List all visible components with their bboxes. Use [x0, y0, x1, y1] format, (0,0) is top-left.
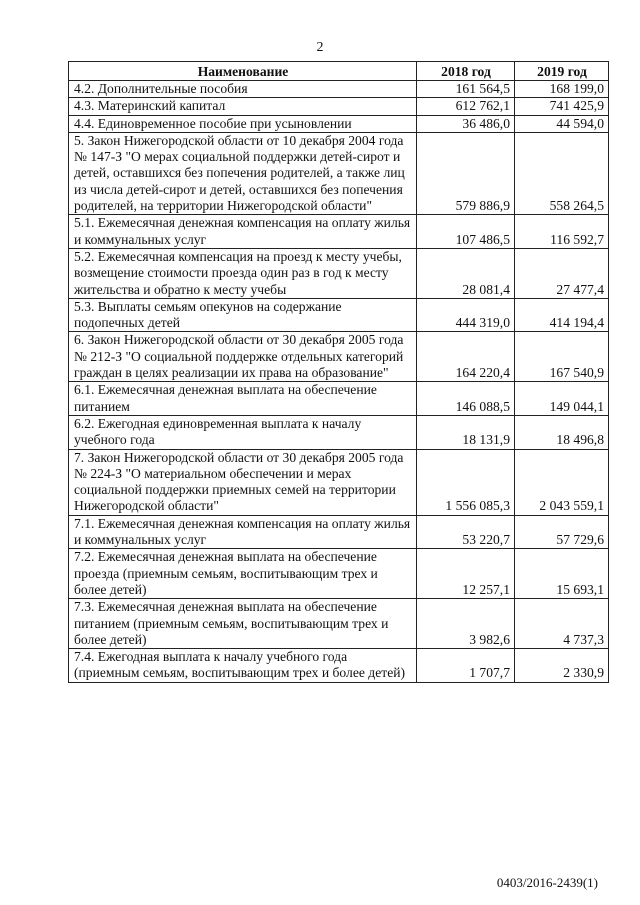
table-row: [69, 515, 609, 549]
table-row: [69, 449, 609, 515]
table-row: [69, 649, 609, 683]
row-value-2019: 27 477,4: [515, 248, 609, 298]
row-value-2019: 741 425,9: [515, 98, 609, 115]
table-row: [69, 115, 609, 132]
table-row: [69, 98, 609, 115]
table-header-row: [69, 62, 609, 81]
table-row: [69, 382, 609, 416]
row-name: 5. Закон Нижегородской области от 10 декабря 2004 года № 147-З "О мерах социальной поддержки детей-сирот и детей, оставшихся без попечения родителей, а также лиц из числа детей-сирот и детей, оставшихся без попечения родителей, на территории Нижегородской области": [69, 132, 417, 214]
row-value-2019: 116 592,7: [515, 215, 609, 249]
row-value-2019: 18 496,8: [515, 415, 609, 449]
table-row: [69, 248, 609, 298]
row-value-2019: 57 729,6: [515, 515, 609, 549]
header-year-2018: 2018 год: [417, 62, 515, 81]
row-name: 4.3. Материнский капитал: [69, 98, 417, 115]
row-name: 7.1. Ежемесячная денежная компенсация на оплату жилья и коммунальных услуг: [69, 515, 417, 549]
row-name: 7.3. Ежемесячная денежная выплата на обеспечение питанием (приемным семьям, воспитывающим трех и более детей): [69, 599, 417, 649]
budget-table: [68, 61, 609, 683]
table-row: [69, 549, 609, 599]
row-value-2018: 164 220,4: [417, 332, 515, 382]
row-value-2019: 149 044,1: [515, 382, 609, 416]
row-value-2018: 36 486,0: [417, 115, 515, 132]
row-value-2018: 3 982,6: [417, 599, 515, 649]
row-value-2019: 4 737,3: [515, 599, 609, 649]
row-name: 5.1. Ежемесячная денежная компенсация на оплату жилья и коммунальных услуг: [69, 215, 417, 249]
row-value-2019: 2 330,9: [515, 649, 609, 683]
row-value-2018: 1 556 085,3: [417, 449, 515, 515]
row-value-2019: 168 199,0: [515, 81, 609, 98]
row-value-2018: 444 319,0: [417, 298, 515, 332]
table-row: [69, 215, 609, 249]
table-row: [69, 415, 609, 449]
table-row: [69, 332, 609, 382]
header-name: Наименование: [69, 62, 417, 81]
table-row: [69, 599, 609, 649]
row-name: 4.4. Единовременное пособие при усыновлении: [69, 115, 417, 132]
row-value-2019: 15 693,1: [515, 549, 609, 599]
row-value-2018: 107 486,5: [417, 215, 515, 249]
row-value-2018: 579 886,9: [417, 132, 515, 214]
budget-table-container: [68, 61, 608, 683]
row-value-2019: 44 594,0: [515, 115, 609, 132]
row-value-2018: 1 707,7: [417, 649, 515, 683]
row-name: 6.1. Ежемесячная денежная выплата на обеспечение питанием: [69, 382, 417, 416]
page-number: 2: [316, 40, 324, 55]
row-value-2018: 161 564,5: [417, 81, 515, 98]
row-value-2018: 18 131,9: [417, 415, 515, 449]
row-name: 7.4. Ежегодная выплата к началу учебного года (приемным семьям, воспитывающим трех и более детей): [69, 649, 417, 683]
row-value-2019: 2 043 559,1: [515, 449, 609, 515]
table-row: [69, 298, 609, 332]
table-row: [69, 81, 609, 98]
row-name: 5.3. Выплаты семьям опекунов на содержание подопечных детей: [69, 298, 417, 332]
row-value-2018: 146 088,5: [417, 382, 515, 416]
table-row: [69, 132, 609, 214]
row-value-2019: 558 264,5: [515, 132, 609, 214]
row-name: 6.2. Ежегодная единовременная выплата к началу учебного года: [69, 415, 417, 449]
row-value-2018: 28 081,4: [417, 248, 515, 298]
row-value-2019: 414 194,4: [515, 298, 609, 332]
row-value-2018: 12 257,1: [417, 549, 515, 599]
header-year-2019: 2019 год: [515, 62, 609, 81]
row-value-2019: 167 540,9: [515, 332, 609, 382]
row-name: 5.2. Ежемесячная компенсация на проезд к месту учебы, возмещение стоимости проезда один раз в год к месту жительства и обратно к месту учебы: [69, 248, 417, 298]
row-value-2018: 53 220,7: [417, 515, 515, 549]
document-code: 0403/2016-2439(1): [496, 875, 598, 890]
row-name: 4.2. Дополнительные пособия: [69, 81, 417, 98]
row-name: 7. Закон Нижегородской области от 30 декабря 2005 года № 224-З "О материальном обеспечении и мерах социальной поддержки приемных семей на территории Нижегородской области": [69, 449, 417, 515]
row-name: 7.2. Ежемесячная денежная выплата на обеспечение проезда (приемным семьям, воспитывающим трех и более детей): [69, 549, 417, 599]
row-value-2018: 612 762,1: [417, 98, 515, 115]
row-name: 6. Закон Нижегородской области от 30 декабря 2005 года № 212-З "О социальной поддержке отдельных категорий граждан в целях реализации их права на образование": [69, 332, 417, 382]
